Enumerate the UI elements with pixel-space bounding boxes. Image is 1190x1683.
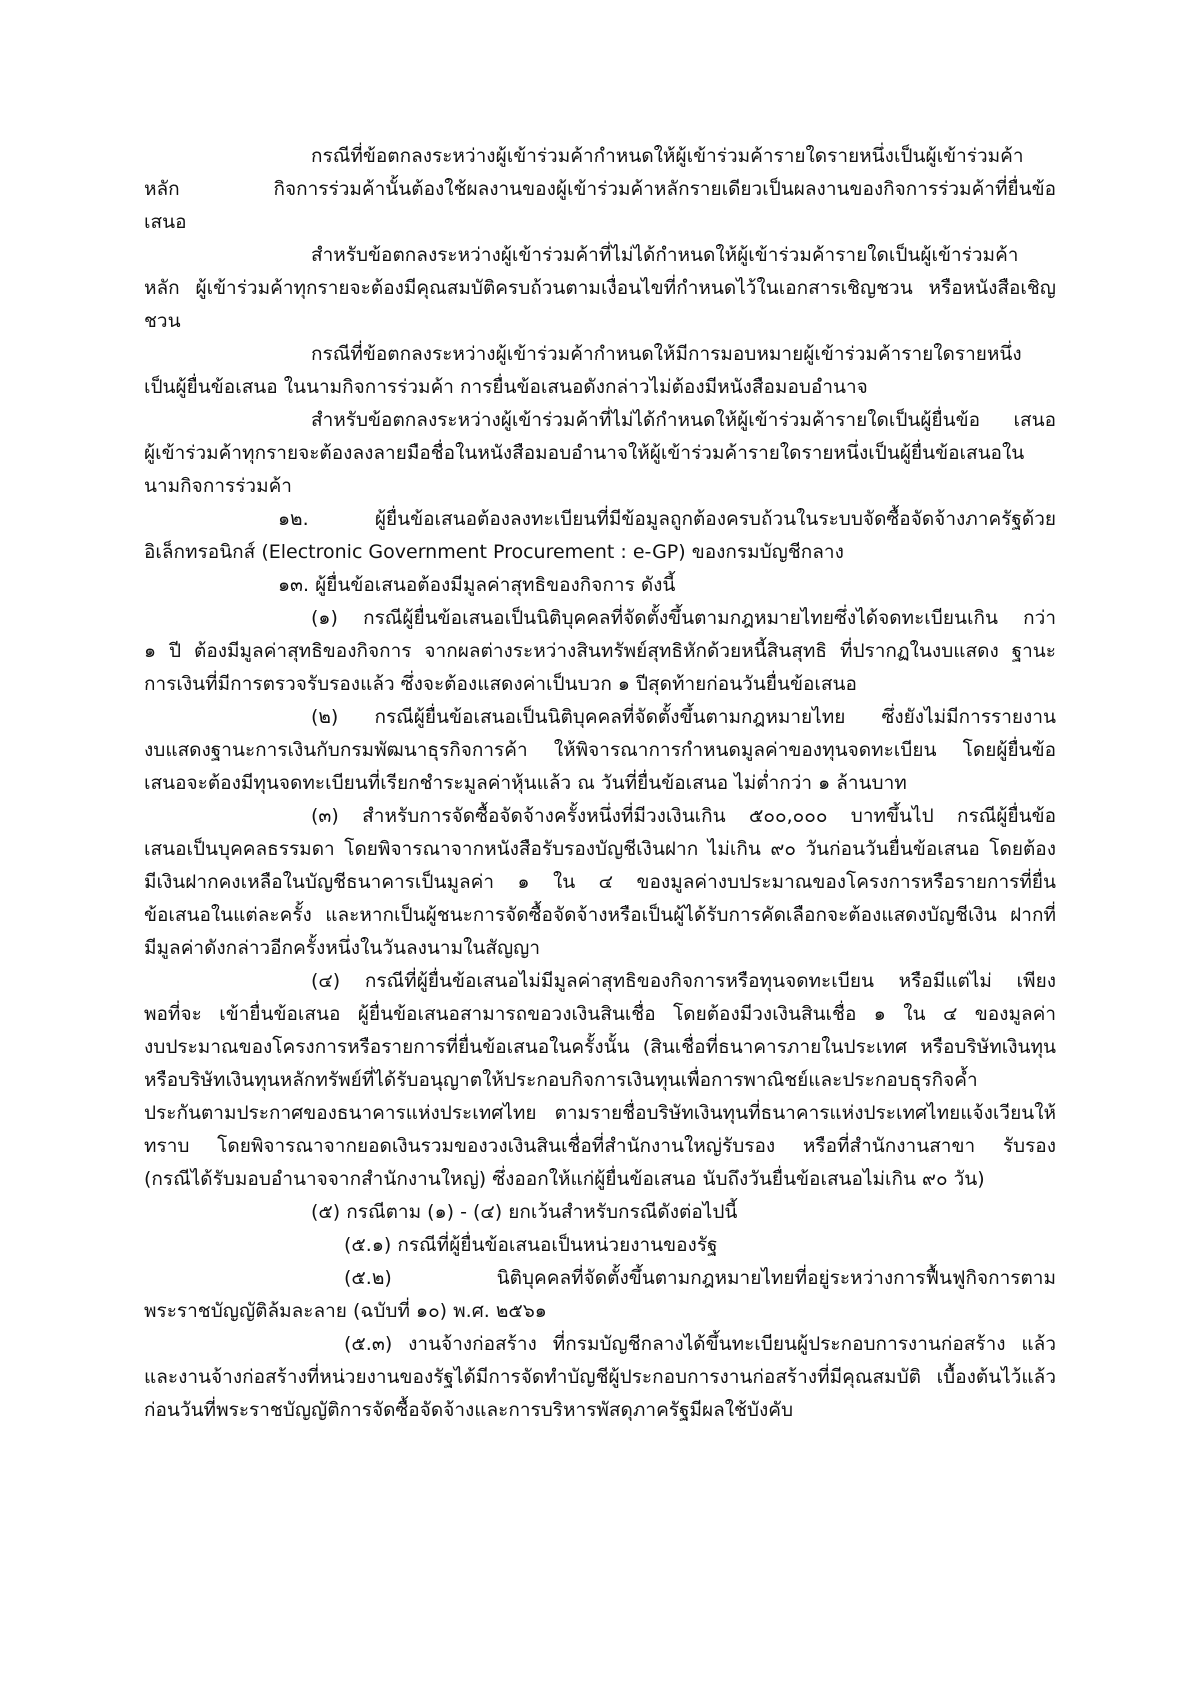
text-line: (๕.๑) กรณีที่ผู้ยื่นข้อเสนอเป็นหน่วยงานของรัฐ [344,1234,718,1256]
text-line: ๑๓. ผู้ยื่นข้อเสนอต้องมีมูลค่าสุทธิของกิจการ ดังนี้ [278,574,676,596]
text-line: (๕.๓) งานจ้างก่อสร้าง ที่กรมบัญชีกลางได้ขึ้นทะเบียนผู้ประกอบการงานก่อสร้าง แล้ว [344,1333,1056,1355]
text-line: พอที่จะ เข้ายื่นข้อเสนอ ผู้ยื่นข้อเสนอสามารถขอวงเงินสินเชื่อ โดยต้องมีวงเงินสินเชื่อ ๑ ใน ๔ ของมูลค่า [144,1003,1056,1025]
text-line: มีมูลค่าดังกล่าวอีกครั้งหนึ่งในวันลงนามในสัญญา [144,937,541,959]
text-line: พระราชบัญญัติล้มละลาย (ฉบับที่ ๑๐) พ.ศ. ๒๕๖๑ [144,1300,547,1322]
text-line: ข้อเสนอในแต่ละครั้ง และหากเป็นผู้ชนะการจัดซื้อจัดจ้างหรือเป็นผู้ได้รับการคัดเลือกจะต้องแสดงบัญชีเงิน ฝากที่ [144,904,1056,926]
text-line: เสนอ [144,211,187,233]
text-line: ก่อนวันที่พระราชบัญญัติการจัดซื้อจัดจ้างและการบริหารพัสดุภาครัฐมีผลใช้บังคับ [144,1399,794,1421]
text-line: (๕.๒) นิติบุคคลที่จัดตั้งขึ้นตามกฎหมายไทยที่อยู่ระหว่างการฟื้นฟูกิจการตาม [344,1267,1056,1289]
text-line: (๕) กรณีตาม (๑) - (๔) ยกเว้นสำหรับกรณีดังต่อไปนี้ [311,1201,738,1223]
text-line: ทราบ โดยพิจารณาจากยอดเงินรวมของวงเงินสินเชื่อที่สำนักงานใหญ่รับรอง หรือที่สำนักงานสาขา รับรอง [144,1135,1056,1157]
text-line: (๓) สำหรับการจัดซื้อจัดจ้างครั้งหนึ่งที่มีวงเงินเกิน ๕๐๐,๐๐๐ บาทขึ้นไป กรณีผู้ยื่นข้อ [311,805,1056,827]
text-line: กรณีที่ข้อตกลงระหว่างผู้เข้าร่วมค้ากำหนดให้ผู้เข้าร่วมค้ารายใดรายหนึ่งเป็นผู้เข้าร่วมค้า [311,145,1024,167]
text-line: (กรณีได้รับมอบอำนาจจากสำนักงานใหญ่) ซึ่งออกให้แก่ผู้ยื่นข้อเสนอ นับถึงวันยื่นข้อเสนอไม่เกิน ๙๐ วัน) [144,1168,985,1190]
text-line: อิเล็กทรอนิกส์ (Electronic Government Procurement : e-GP) ของกรมบัญชีกลาง [144,541,844,563]
text-line: หรือบริษัทเงินทุนหลักทรัพย์ที่ได้รับอนุญาตให้ประกอบกิจการเงินทุนเพื่อการพาณิชย์และประกอบธุรกิจค้ำ [144,1069,978,1091]
text-line: มีเงินฝากคงเหลือในบัญชีธนาคารเป็นมูลค่า ๑ ใน ๔ ของมูลค่างบประมาณของโครงการหรือรายการที่ยื่น [144,871,1056,893]
text-line: หลัก ผู้เข้าร่วมค้าทุกรายจะต้องมีคุณสมบัติครบถ้วนตามเงื่อนไขที่กำหนดไว้ในเอกสารเชิญชวน หรือหนังสือเชิญ [144,277,1056,299]
text-line: สำหรับข้อตกลงระหว่างผู้เข้าร่วมค้าที่ไม่ได้กำหนดให้ผู้เข้าร่วมค้ารายใดเป็นผู้ยื่นข้อ เสนอ [311,409,1056,431]
text-line: กรณีที่ข้อตกลงระหว่างผู้เข้าร่วมค้ากำหนดให้มีการมอบหมายผู้เข้าร่วมค้ารายใดรายหนึ่ง [311,343,1022,365]
text-line: ชวน [144,310,181,332]
text-line: งบประมาณของโครงการหรือรายการที่ยื่นข้อเสนอในครั้งนั้น (สินเชื่อที่ธนาคารภายในประเทศ หรือบริษัทเงินทุน [144,1036,1056,1058]
text-line: งบแสดงฐานะการเงินกับกรมพัฒนาธุรกิจการค้า ให้พิจารณาการกำหนดมูลค่าของทุนจดทะเบียน โดยผู้ยื่นข้อ [144,739,1056,761]
text-line: ประกันตามประกาศของธนาคารแห่งประเทศไทย ตามรายชื่อบริษัทเงินทุนที่ธนาคารแห่งประเทศไทยแจ้งเวียนให้ [144,1102,1056,1124]
text-line: เสนอเป็นบุคคลธรรมดา โดยพิจารณาจากหนังสือรับรองบัญชีเงินฝาก ไม่เกิน ๙๐ วันก่อนวันยื่นข้อเสนอ โดยต้อง [144,838,1056,860]
text-line: เสนอจะต้องมีทุนจดทะเบียนที่เรียกชำระมูลค่าหุ้นแล้ว ณ วันที่ยื่นข้อเสนอ ไม่ต่ำกว่า ๑ ล้านบาท [144,772,907,794]
text-line: (๑) กรณีผู้ยื่นข้อเสนอเป็นนิติบุคคลที่จัดตั้งขึ้นตามกฎหมายไทยซึ่งได้จดทะเบียนเกิน กว่า [311,607,1056,629]
text-line: เป็นผู้ยื่นข้อเสนอ ในนามกิจการร่วมค้า การยื่นข้อเสนอดังกล่าวไม่ต้องมีหนังสือมอบอำนาจ [144,376,868,398]
text-line: นามกิจการร่วมค้า [144,475,292,497]
text-line: หลัก กิจการร่วมค้านั้นต้องใช้ผลงานของผู้เข้าร่วมค้าหลักรายเดียวเป็นผลงานของกิจการร่วมค้าที่ยื่นข้อ [144,178,1056,200]
text-line: ผู้เข้าร่วมค้าทุกรายจะต้องลงลายมือชื่อในหนังสือมอบอำนาจให้ผู้เข้าร่วมค้ารายใดรายหนึ่งเป็นผู้ยื่นข้อเสนอใน [144,442,1025,464]
text-line: การเงินที่มีการตรวจรับรองแล้ว ซึ่งจะต้องแสดงค่าเป็นบวก ๑ ปีสุดท้ายก่อนวันยื่นข้อเสนอ [144,673,857,695]
text-line: สำหรับข้อตกลงระหว่างผู้เข้าร่วมค้าที่ไม่ได้กำหนดให้ผู้เข้าร่วมค้ารายใดเป็นผู้เข้าร่วมค้า [311,244,1019,266]
text-line: (๒) กรณีผู้ยื่นข้อเสนอเป็นนิติบุคคลที่จัดตั้งขึ้นตามกฎหมายไทย ซึ่งยังไม่มีการรายงาน [311,706,1056,728]
text-line: ๑ ปี ต้องมีมูลค่าสุทธิของกิจการ จากผลต่างระหว่างสินทรัพย์สุทธิหักด้วยหนี้สินสุทธิ ที่ปรากฏในงบแสดง ฐานะ [144,640,1056,662]
text-line: ๑๒. ผู้ยื่นข้อเสนอต้องลงทะเบียนที่มีข้อมูลถูกต้องครบถ้วนในระบบจัดซื้อจัดจ้างภาครัฐด้วย [278,508,1056,530]
text-line: และงานจ้างก่อสร้างที่หน่วยงานของรัฐได้มีการจัดทำบัญชีผู้ประกอบการงานก่อสร้างที่มีคุณสมบัติ เบื้องต้นไว้แล้ว [144,1366,1056,1388]
text-line: (๔) กรณีที่ผู้ยื่นข้อเสนอไม่มีมูลค่าสุทธิของกิจการหรือทุนจดทะเบียน หรือมีแต่ไม่ เพียง [311,970,1056,992]
